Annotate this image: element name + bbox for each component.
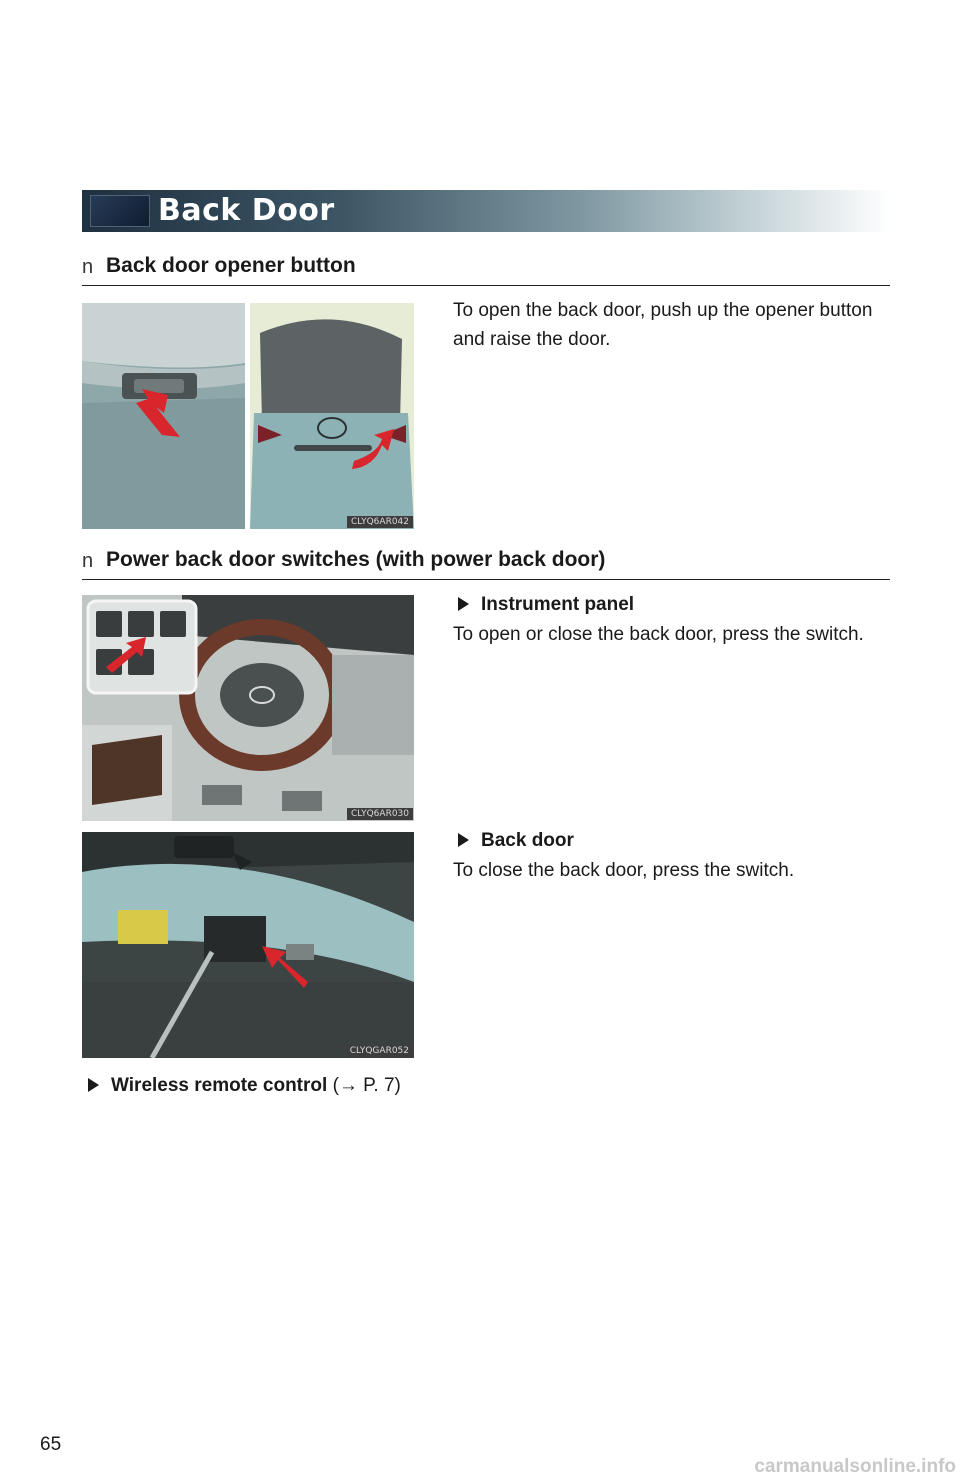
instrument-panel-instructions: To open or close the back door, press the switch.	[453, 624, 864, 645]
page-title: Back Door	[158, 193, 335, 228]
page-number: 65	[40, 1434, 62, 1455]
back-door-switch-photo: CLYQGAR052	[82, 832, 414, 1058]
triangle-right-icon	[88, 1078, 99, 1092]
triangle-right-icon	[458, 597, 469, 611]
page-reference-link[interactable]: (→ P. 7)	[332, 1075, 401, 1096]
square-bullet-icon: n	[82, 256, 94, 278]
square-bullet-icon: n	[82, 550, 94, 572]
watermark: carmanualsonline.info	[754, 1456, 956, 1477]
banner-emblem-icon	[90, 195, 150, 227]
instrument-panel-photo: CLYQ6AR030	[82, 595, 414, 821]
section-heading-power-switches: n Power back door switches (with power back door)	[82, 550, 890, 580]
chapter-banner	[82, 190, 890, 232]
back-door-instructions: To close the back door, press the switch.	[453, 860, 795, 881]
opener-instructions: To open the back door, push up the opener button and raise the door.	[453, 300, 873, 350]
item-heading-back-door: Back door	[458, 830, 574, 852]
opener-button-photo: CLYQ6AR042	[82, 303, 414, 529]
section-heading-opener: n Back door opener button	[82, 256, 890, 286]
item-heading-instrument-panel: Instrument panel	[458, 594, 634, 616]
triangle-right-icon	[458, 833, 469, 847]
wireless-remote-reference: Wireless remote control (→ P. 7)	[88, 1075, 401, 1097]
